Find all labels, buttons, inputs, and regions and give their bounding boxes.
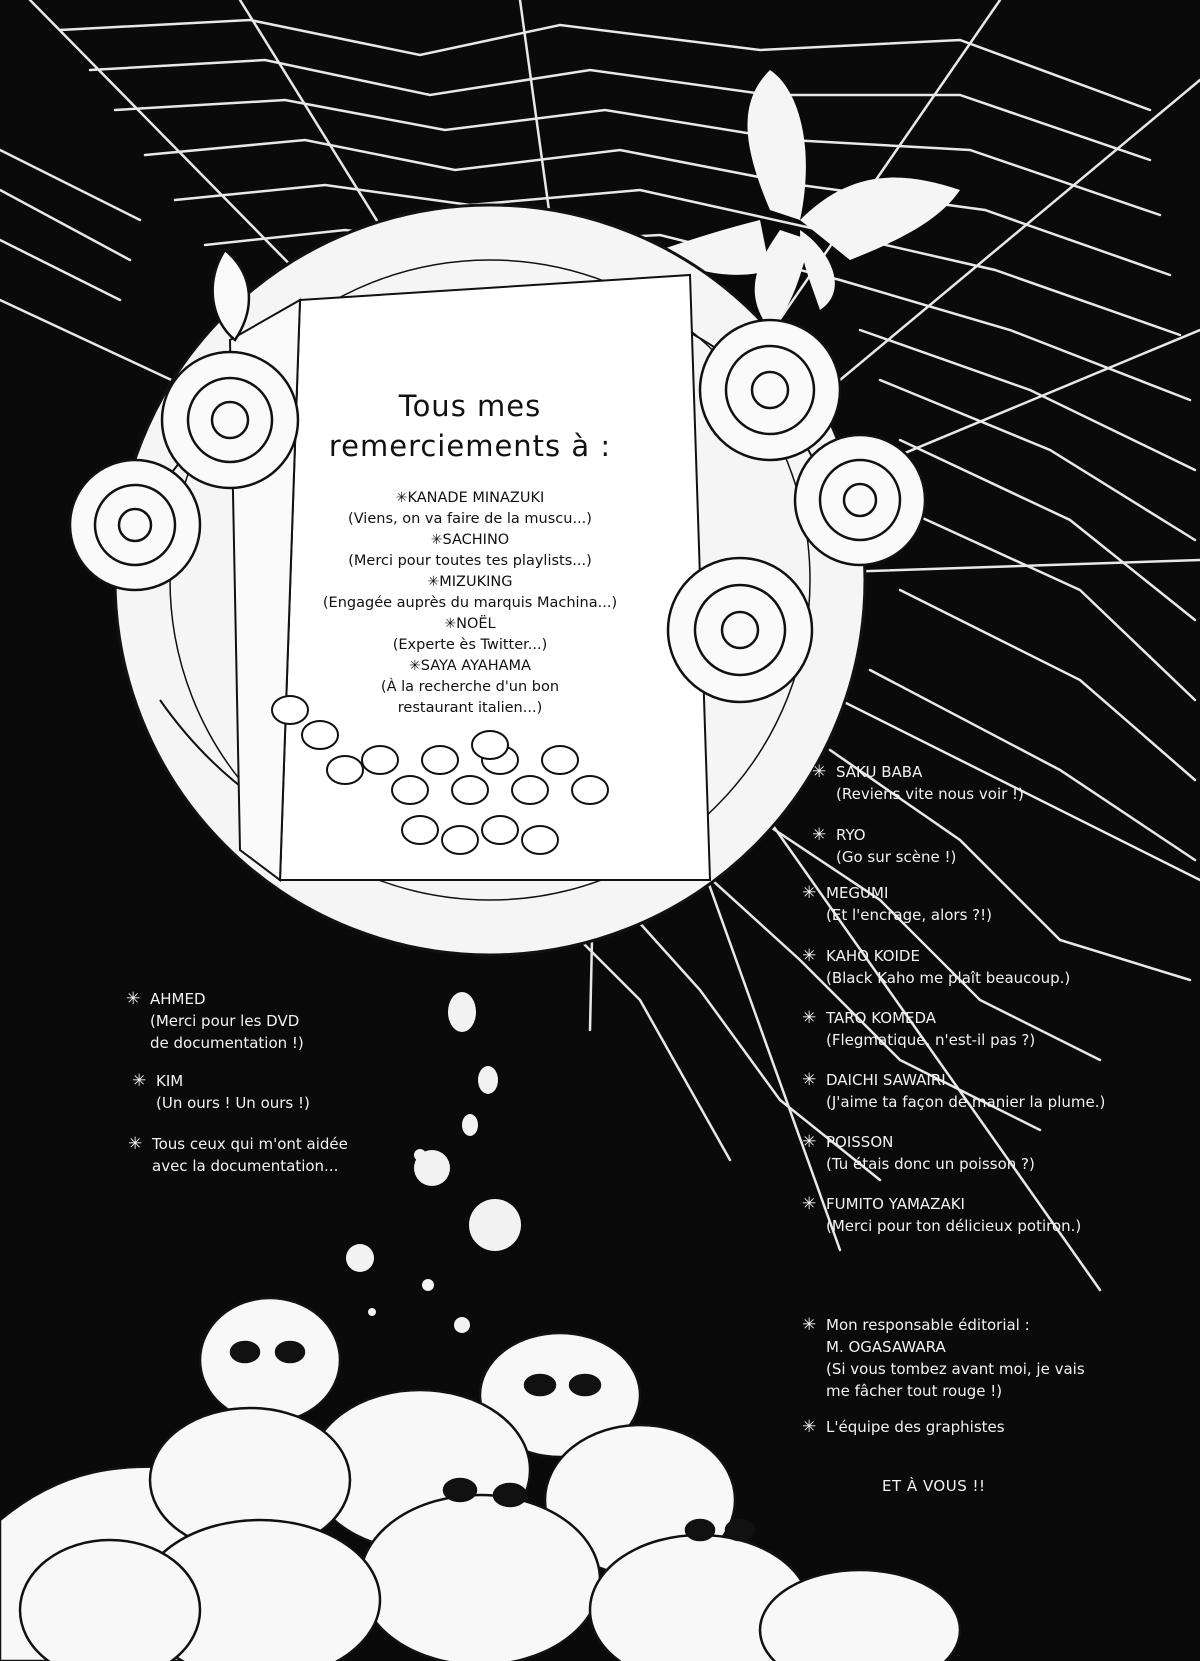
title-line-2: remerciements à : bbox=[328, 429, 612, 463]
credit-line: M. OGASAWARA bbox=[826, 1338, 946, 1356]
right-credit bbox=[802, 1007, 1036, 1051]
credit-note: (Merci pour toutes tes playlists...) bbox=[348, 553, 592, 569]
closing-text: ET À VOUS !! bbox=[882, 1477, 986, 1495]
skull-pile bbox=[0, 1298, 960, 1661]
right-credit bbox=[802, 1069, 1106, 1113]
asterisk-star-icon: ✳ bbox=[802, 1417, 817, 1437]
left-credit bbox=[128, 1133, 348, 1177]
credit-note: (À la recherche d'un bon bbox=[380, 679, 560, 695]
asterisk-star-icon: ✳ bbox=[812, 762, 827, 782]
credit-line: KAHO KOIDE bbox=[826, 947, 920, 965]
credit-line: FUMITO YAMAZAKI bbox=[826, 1195, 965, 1213]
title-line-1: Tous mes bbox=[398, 389, 542, 423]
asterisk-star-icon: ✳ bbox=[802, 1194, 817, 1214]
asterisk-star-icon: ✳ bbox=[802, 1070, 817, 1090]
credit-line: MEGUMI bbox=[826, 884, 889, 902]
asterisk-star-icon: ✳ bbox=[126, 989, 141, 1009]
credit-name: ✳ SACHINO bbox=[431, 532, 509, 548]
asterisk-star-icon: ✳ bbox=[802, 1315, 817, 1335]
credit-line: TARO KOMEDA bbox=[826, 1009, 937, 1027]
credit-line: L'équipe des graphistes bbox=[826, 1418, 1005, 1436]
credit-line: (J'aime ta façon de manier la plume.) bbox=[826, 1093, 1106, 1111]
asterisk-star-icon: ✳ bbox=[128, 1134, 143, 1154]
credit-line: (Black Kaho me plaît beaucoup.) bbox=[826, 969, 1071, 987]
page-title bbox=[300, 386, 640, 466]
right-credit bbox=[812, 824, 957, 868]
left-credit bbox=[126, 988, 304, 1054]
credit-line: me fâcher tout rouge !) bbox=[826, 1382, 1003, 1400]
credit-line: (Go sur scène !) bbox=[836, 848, 957, 866]
credit-line: POISSON bbox=[826, 1133, 894, 1151]
right-credit bbox=[802, 882, 993, 926]
left-credit bbox=[132, 1070, 310, 1114]
credit-line: (Flegmatique, n'est-il pas ?) bbox=[826, 1031, 1036, 1049]
credit-line: SAKU BABA bbox=[836, 763, 923, 781]
credit-entry bbox=[300, 614, 640, 656]
right-credit bbox=[802, 1314, 1085, 1402]
right-credit bbox=[802, 945, 1071, 989]
credit-line: Mon responsable éditorial : bbox=[826, 1316, 1030, 1334]
credit-name: ✳ SAYA AYAHAMA bbox=[409, 658, 531, 674]
right-credit bbox=[802, 1416, 1005, 1438]
credit-note: (Engagée auprès du marquis Machina...) bbox=[322, 595, 618, 611]
credit-line: Tous ceux qui m'ont aidée bbox=[152, 1135, 348, 1153]
credit-name: ✳ MIZUKING bbox=[428, 574, 513, 590]
asterisk-star-icon: ✳ bbox=[802, 1132, 817, 1152]
asterisk-star-icon: ✳ bbox=[802, 1008, 817, 1028]
asterisk-star-icon: ✳ bbox=[132, 1071, 147, 1091]
credit-line: de documentation !) bbox=[150, 1034, 304, 1052]
credit-line: avec la documentation... bbox=[152, 1157, 339, 1175]
asterisk-star-icon: ✳ bbox=[802, 883, 817, 903]
credit-entry bbox=[300, 488, 640, 530]
credit-entry bbox=[300, 656, 640, 719]
credit-entry bbox=[300, 572, 640, 614]
center-credits bbox=[300, 488, 640, 719]
credit-line: RYO bbox=[836, 826, 866, 844]
right-credit bbox=[802, 1193, 1082, 1237]
credit-line: DAICHI SAWAIRI bbox=[826, 1071, 946, 1089]
credit-line: AHMED bbox=[150, 990, 206, 1008]
credit-line: (Un ours ! Un ours !) bbox=[156, 1094, 310, 1112]
credit-name: ✳ KANADE MINAZUKI bbox=[396, 490, 545, 506]
credit-line: (Si vous tombez avant moi, je vais bbox=[826, 1360, 1085, 1378]
credit-line: (Reviens vite nous voir !) bbox=[836, 785, 1024, 803]
credit-note: (Viens, on va faire de la muscu...) bbox=[348, 511, 592, 527]
credit-line: (Et l'encrage, alors ?!) bbox=[826, 906, 993, 924]
credit-line: (Tu étais donc un poisson ?) bbox=[826, 1155, 1035, 1173]
drips bbox=[346, 992, 521, 1333]
credit-line: KIM bbox=[156, 1072, 184, 1090]
right-credit bbox=[812, 761, 1024, 805]
right-credit bbox=[802, 1131, 1035, 1175]
credit-line: (Merci pour les DVD bbox=[150, 1012, 300, 1030]
credit-note: (Experte ès Twitter...) bbox=[392, 637, 548, 653]
credit-entry bbox=[300, 530, 640, 572]
asterisk-star-icon: ✳ bbox=[802, 946, 817, 966]
credit-note: restaurant italien...) bbox=[397, 700, 543, 716]
credit-line: (Merci pour ton délicieux potiron.) bbox=[826, 1217, 1082, 1235]
asterisk-star-icon: ✳ bbox=[812, 825, 827, 845]
credit-name: ✳ NOËL bbox=[444, 616, 495, 632]
